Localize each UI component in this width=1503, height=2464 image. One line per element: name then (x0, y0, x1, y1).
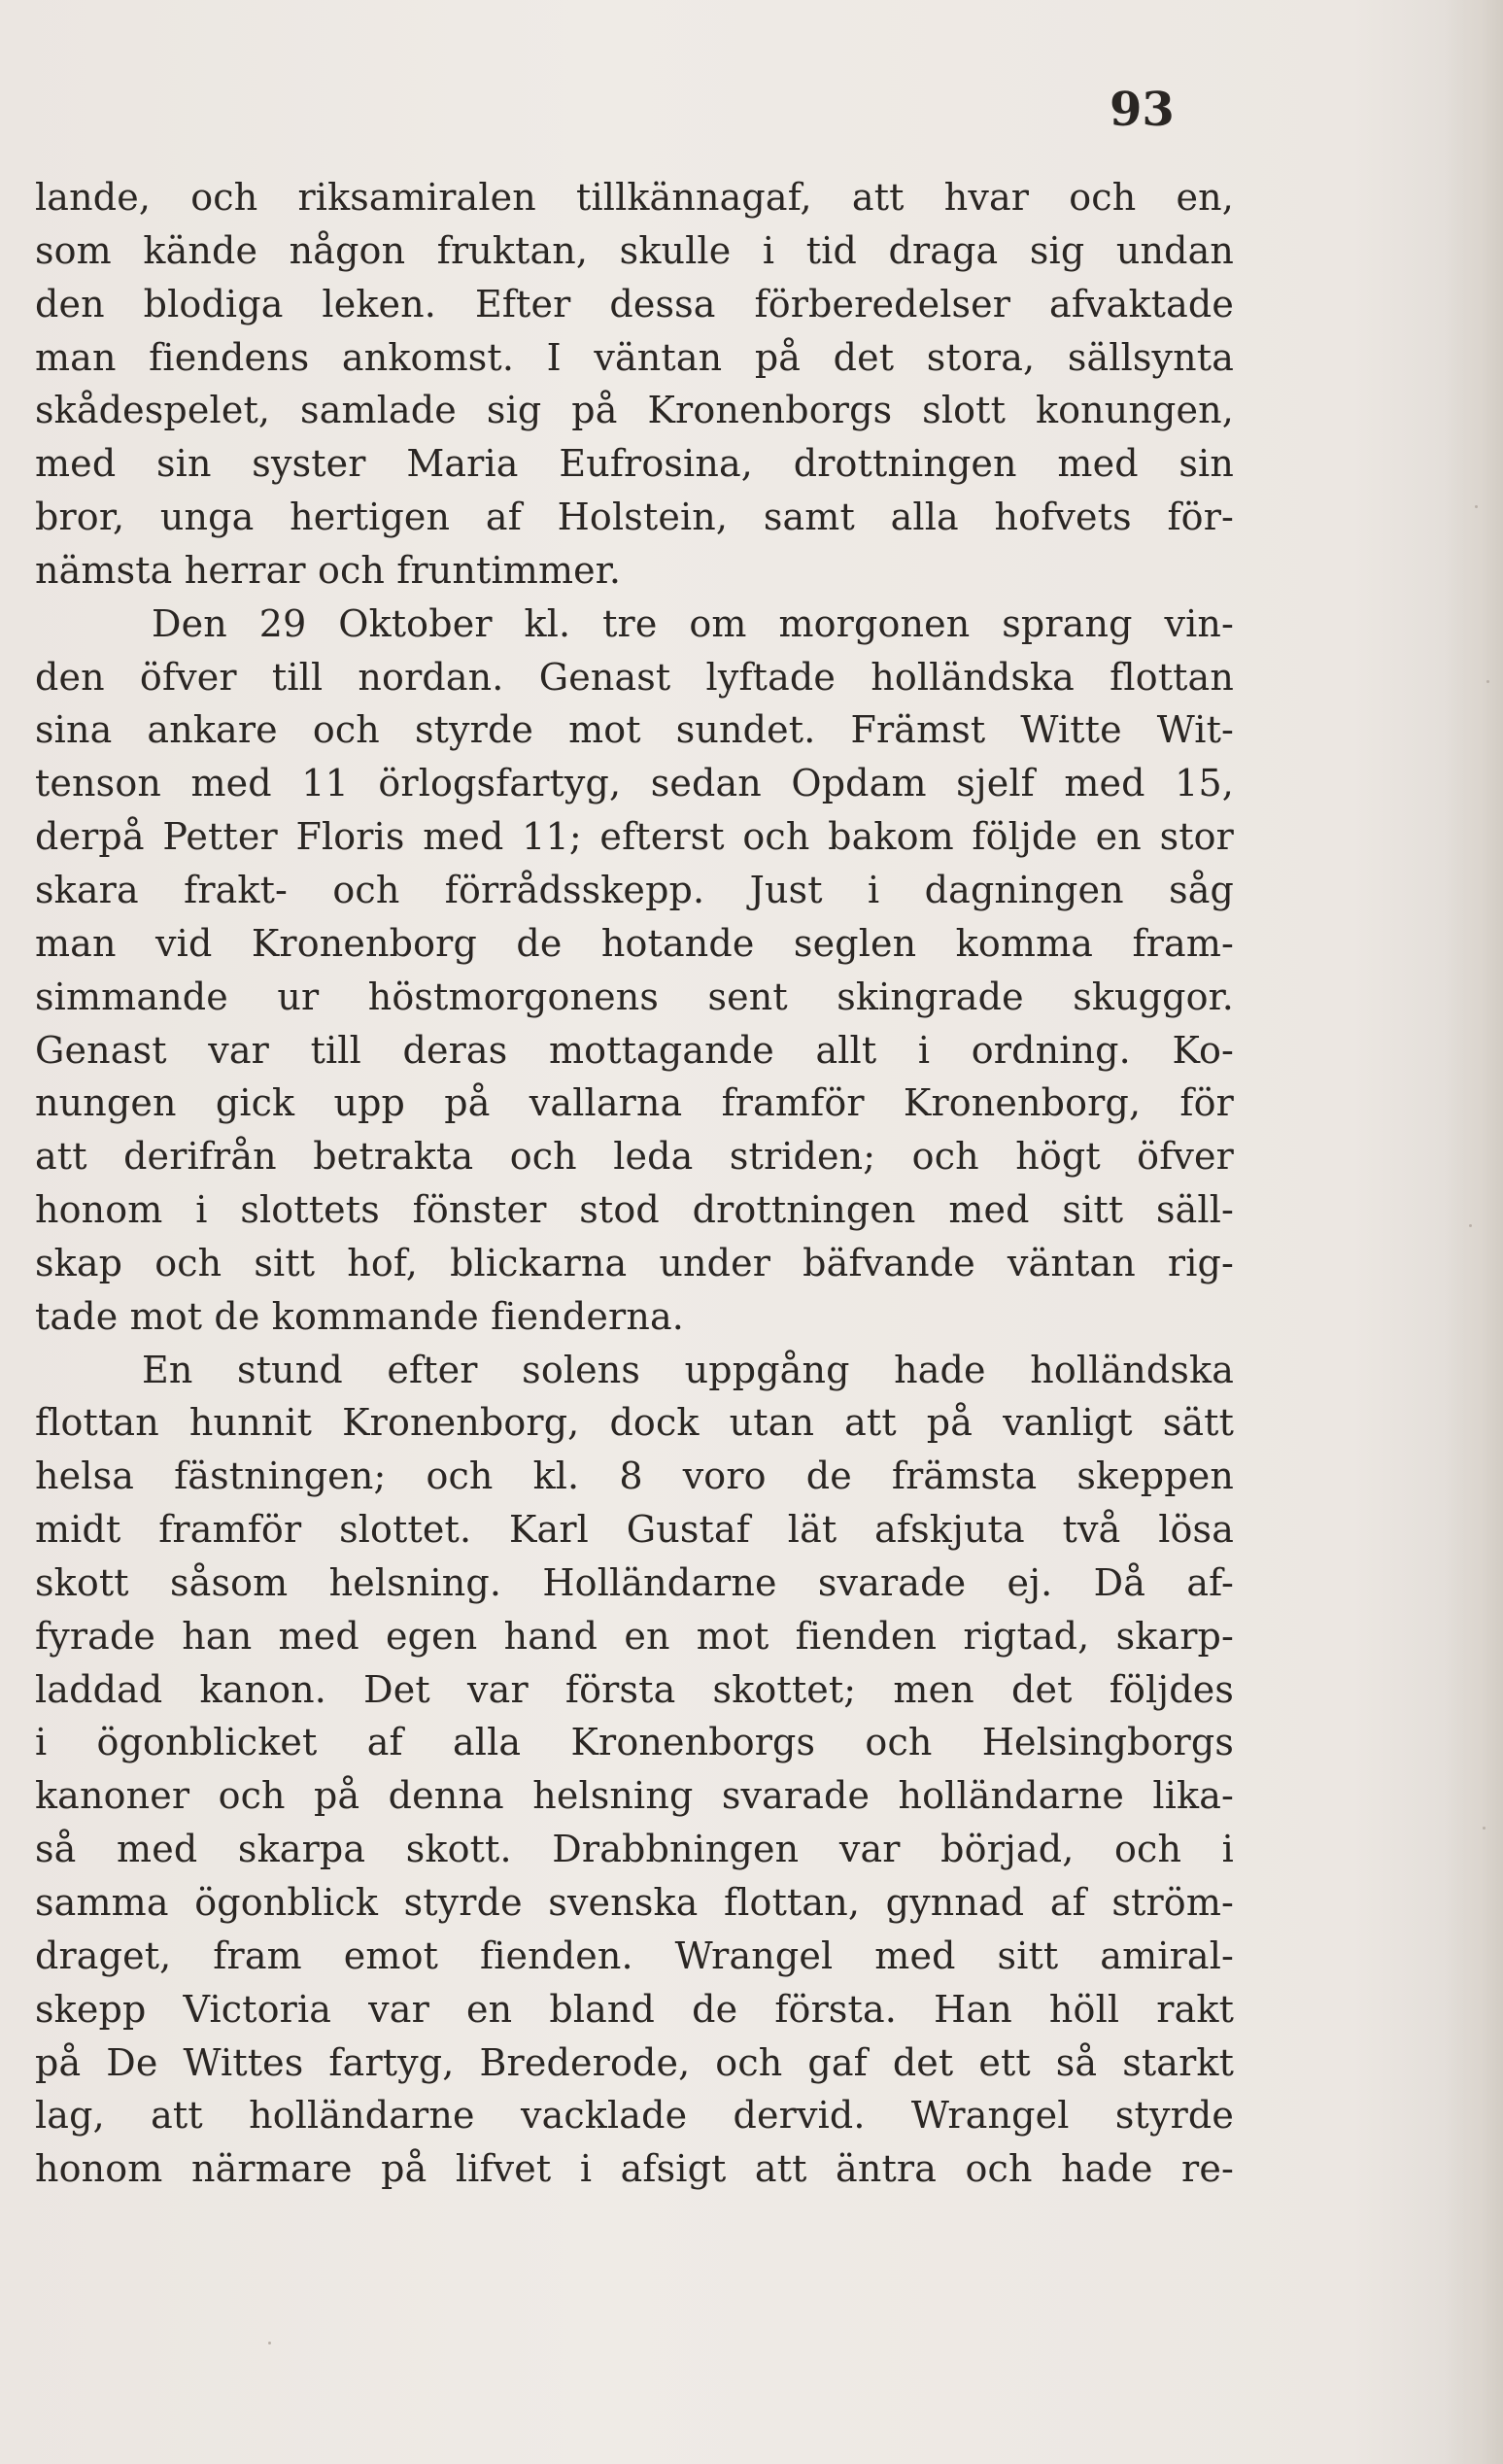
text-line: skott såsom helsning. Holländarne svarade ej. Då af- (35, 1560, 1234, 1604)
text-line: Den 29 Oktober kl. tre om morgonen sprang vin- (152, 601, 1234, 645)
text-line: man fiendens ankomst. I väntan på det stora, sällsynta (35, 335, 1234, 379)
text-line: man vid Kronenborg de hotande seglen komma fram- (35, 921, 1234, 965)
text-line: nungen gick upp på vallarna framför Kronenborg, för (35, 1081, 1234, 1125)
text-line: nämsta herrar och fruntimmer. (35, 548, 622, 592)
text-line: laddad kanon. Det var första skottet; men det följdes (35, 1667, 1234, 1711)
text-line: skap och sitt hof, blickarna under bäfvande väntan rig- (35, 1241, 1234, 1284)
text-line: lag, att holländarne vacklade dervid. Wrangel styrde (35, 2094, 1234, 2138)
text-line: midt framför slottet. Karl Gustaf lät afskjuta två lösa (35, 1508, 1234, 1552)
paper-speck (1469, 1224, 1472, 1227)
text-line: Genast var till deras mottagande allt i ordning. Ko- (35, 1028, 1234, 1072)
text-line: så med skarpa skott. Drabbningen var börjad, och i (35, 1828, 1234, 1871)
text-line: bror, unga hertigen af Holstein, samt alla hofvets för- (35, 496, 1234, 539)
text-line: tenson med 11 örlogsfartyg, sedan Opdam sjelf med 15, (35, 762, 1234, 805)
text-line: draget, fram emot fienden. Wrangel med sitt amiral- (35, 1934, 1234, 1977)
text-line: En stund efter solens uppgång hade holländska (142, 1348, 1234, 1391)
text-line: skepp Victoria var en bland de första. Han höll rakt (35, 1987, 1234, 2031)
paper-speck (1483, 1827, 1486, 1830)
text-line: i ögonblicket af alla Kronenborgs och Helsingborgs (35, 1721, 1234, 1764)
text-line: skådespelet, samlade sig på Kronenborgs slott konungen, (35, 389, 1234, 432)
text-line: på De Wittes fartyg, Brederode, och gaf det ett så starkt (35, 2040, 1234, 2084)
page-edge-shadow (1445, 0, 1503, 2464)
text-line: tade mot de kommande fienderna. (35, 1294, 684, 1338)
text-line: som kände någon fruktan, skulle i tid draga sig undan (35, 228, 1234, 272)
paper-speck (1486, 680, 1489, 683)
page-number: 93 (1110, 83, 1175, 137)
text-line: med sin syster Maria Eufrosina, drottningen med sin (35, 442, 1234, 486)
text-line: simmande ur höstmorgonens sent skingrade skuggor. (35, 975, 1234, 1018)
text-line: fyrade han med egen hand en mot fienden rigtad, skarp- (35, 1614, 1234, 1658)
text-line: den blodiga leken. Efter dessa förberedelser afvaktade (35, 282, 1234, 325)
text-line: samma ögonblick styrde svenska flottan, gynnad af ström- (35, 1881, 1234, 1924)
text-line: den öfver till nordan. Genast lyftade holländska flottan (35, 655, 1234, 699)
paper-speck (1475, 505, 1478, 508)
body-text (35, 171, 1234, 2196)
text-line: att derifrån betrakta och leda striden; och högt öfver (35, 1135, 1234, 1179)
text-line: helsa fästningen; och kl. 8 voro de främsta skeppen (35, 1454, 1234, 1498)
text-line: honom närmare på lifvet i afsigt att äntra och hade re- (35, 2147, 1234, 2191)
text-line: sina ankare och styrde mot sundet. Främst Witte Wit- (35, 708, 1234, 752)
text-line: kanoner och på denna helsning svarade holländarne lika- (35, 1774, 1234, 1818)
text-line: honom i slottets fönster stod drottningen med sitt säll- (35, 1188, 1234, 1232)
paper-speck (268, 2342, 271, 2344)
text-line: flottan hunnit Kronenborg, dock utan att på vanligt sätt (35, 1401, 1234, 1445)
text-line: lande, och riksamiralen tillkännagaf, att hvar och en, (35, 176, 1234, 219)
text-line: derpå Petter Floris med 11; efterst och bakom följde en stor (35, 815, 1234, 859)
text-line: skara frakt- och förrådsskepp. Just i dagningen såg (35, 868, 1234, 911)
